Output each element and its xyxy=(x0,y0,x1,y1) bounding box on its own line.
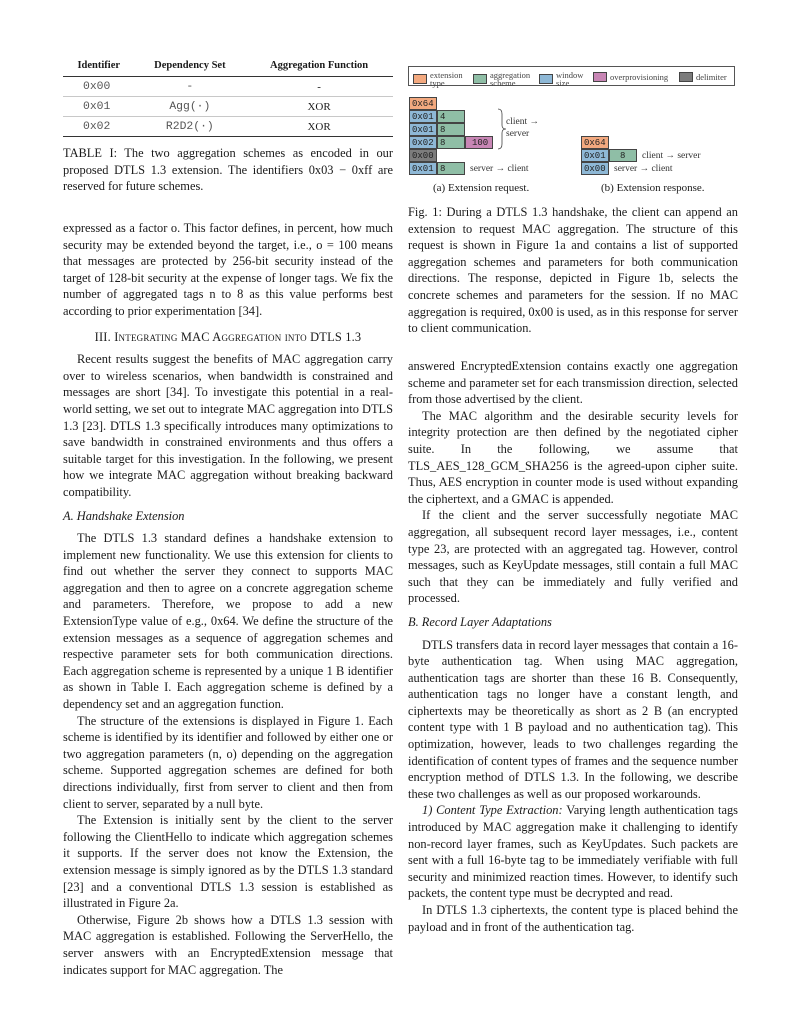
paragraph: The MAC algorithm and the desirable security levels for integrity protection are then defined by the negotiated cipher suite. In the following, we assume that TLS_AES_128_GCM_SHA256 is the agreed-upon cipher suite. Thus, AES encryption in counter mode is used without expanding the ciphertext, and a GMAC is appended. xyxy=(408,408,738,506)
cell-scheme-id: 0x01 xyxy=(409,162,437,175)
table-header: Aggregation Function xyxy=(245,58,393,77)
paragraph: DTLS transfers data in record layer messages that contain a 16-byte authentication tag. When using MAC aggregation, authentication tags are shorter than these 16 B. Consequently, authentication tags no longer have a constant length, and ciphertexts may be theoretically as short as 2 B (an encrypted content type with 1 B payload and no authentication tag). This optimization, however, leads to two challenges regarding the identification of content types of frames and the sequence number encryption method of DTLS 1.3. In the following, we describe these two challenges as well as our proposed workarounds. xyxy=(408,637,738,801)
label-client-to-server: server xyxy=(506,129,530,139)
cell-overprovisioning: 100 xyxy=(465,136,493,149)
table-cell: R2D2(·) xyxy=(135,117,246,137)
cell-param: 8 xyxy=(437,162,465,175)
aggregation-schemes-table xyxy=(63,58,393,137)
table-row xyxy=(63,97,393,117)
paragraph: Recent results suggest the benefits of MAC aggregation carry over to wireless scenarios, when bandwidth is constrained and messages are short [34]. To investigate this potential in a real-world setting, we set out to integrate MAC aggregation into DTLS 1.3 [23]. DTLS 1.3 specifically introduces many optimizations to save bandwidth in constrained environments and thus offers a suitable target for this investigation. In the following, we present how we integrate MAC aggregation without breaking backward compatibility. xyxy=(63,352,394,499)
table-row xyxy=(63,117,393,137)
legend-item-extension-type: extension type xyxy=(413,71,463,87)
table-cell: 0x02 xyxy=(63,117,135,137)
left-column xyxy=(63,220,393,978)
table-header: Identifier xyxy=(63,58,135,77)
table-cell: 0x00 xyxy=(63,77,135,97)
figure-legend xyxy=(408,66,735,86)
legend-item-aggregation-scheme: aggregation scheme xyxy=(473,71,530,87)
table-cell: 0x01 xyxy=(63,97,135,117)
cell-extension-type: 0x64 xyxy=(581,136,609,149)
cell-extension-type: 0x64 xyxy=(409,97,437,110)
cell-param: 8 xyxy=(437,136,465,149)
legend-item-window-size: window size xyxy=(539,71,583,87)
cell-param: 4 xyxy=(437,110,465,123)
subsection-heading: A. Handshake Extension xyxy=(63,508,185,523)
label-client-to-server: client → xyxy=(506,117,539,127)
paragraph: The Extension is initially sent by the client to the server following the ClientHello to indicate which aggregation schemes it supports. If the server does not know the Extension, the extension message is simply ignored as by the DTLS 1.3 standard [23] and a conventional DTLS 1.3 session is established as illustrated in Figure 2a. xyxy=(63,813,393,911)
table-row xyxy=(63,77,393,97)
label-client-to-server: client → server xyxy=(642,151,701,161)
label-server-to-client: server → client xyxy=(614,164,673,174)
subsubsection-heading: 1) Content Type Extraction: xyxy=(422,803,563,818)
paragraph: expressed as a factor o. This factor defines, in percent, how much security may be extended beyond the target, i.e., o = 100 means that messages are protected by 256-bit security instead of the target of 128-bit security at the expense of longer tags. We fix the number of aggregated tags n to 8 as this value performs best according to prior experimentation [34]. xyxy=(63,221,393,318)
right-column xyxy=(408,358,738,935)
cell-scheme-id: 0x02 xyxy=(409,136,437,149)
table-caption: TABLE I: The two aggregation schemes as encoded in our proposed DTLS 1.3 extension. The identifiers 0x03 − 0xff are reserved for future schemes. xyxy=(63,146,393,194)
legend-item-overprovisioning: overprovisioning xyxy=(593,72,668,82)
table-cell: Agg(·) xyxy=(135,97,246,117)
cell-delimiter: 0x00 xyxy=(409,149,437,162)
label-server-to-client: server → client xyxy=(470,164,529,174)
section-heading: III. Integrating MAC Aggregation into DTLS 1.3 xyxy=(94,329,362,344)
cell-scheme-id: 0x01 xyxy=(409,110,437,123)
figure-caption: Fig. 1: During a DTLS 1.3 handshake, the client can append an extension to request MAC aggregation. The structure of this request is shown in Figure 1a and contains a list of supported aggregation schemes and parameters for both communication directions. The response, depicted in Figure 1b, selects the concrete schemes and parameters for the session. If no MAC aggregation is required, 0x00 is used, as in this response for server to client communication. xyxy=(408,205,738,336)
cell-delimiter: 0x00 xyxy=(581,162,609,175)
subfigure-caption-b: (b) Extension response. xyxy=(601,182,705,194)
table-cell: XOR xyxy=(245,117,393,137)
paragraph: answered EncryptedExtension contains exactly one aggregation scheme and parameter set for each transmission direction, selected from those advertised by the client. xyxy=(408,359,738,407)
paragraph: Otherwise, Figure 2b shows how a DTLS 1.3 session with MAC aggregation is established. Following the ServerHello, the server answers with an EncryptedExtension message that indicates support for MAC aggregation. The xyxy=(63,912,393,977)
table-cell: XOR xyxy=(245,97,393,117)
paragraph: 1) Content Type Extraction: Varying length authentication tags introduced by MAC aggregation make it challenging to identify non-record layer frames, such as KeyUpdates. Such packets are sent with a full 16-byte tag to be immediately verifiable with full security and minimized reaction times. However, to identify such packets, the content type must be decrypted and read. xyxy=(408,803,738,901)
cell-param: 8 xyxy=(437,123,465,136)
table-cell: - xyxy=(135,77,246,97)
cell-scheme-id: 0x01 xyxy=(581,149,609,162)
subsection-heading: B. Record Layer Adaptations xyxy=(408,614,552,629)
paragraph: The DTLS 1.3 standard defines a handshake extension to implement new functionality. We use this extension for clients to find out whether the server they connect to supports MAC aggregation and then to agree on a concrete aggregation scheme and parameters. Therefore, we propose to add a new ExtensionType value of e.g., 0x64. We define the structure of the extension messages as a sequence of aggregation schemes and respective parameter sets for both communication directions. Each aggregation scheme is represented by a unique 1 B identifier as shown in Table I. Each aggregation scheme is defined by a dependency set and an aggregation function. xyxy=(63,531,393,712)
table-cell: - xyxy=(245,77,393,97)
paragraph: If the client and the server successfully negotiate MAC aggregation, all subsequent record layer messages, i.e., content type 23, are protected with an aggregated tag. However, control messages, such as KeyUpdate messages, still contain a full MAC such that they can be immediately and fully verified and processed. xyxy=(408,508,738,606)
legend-item-delimiter: delimiter xyxy=(679,72,727,82)
paragraph: The structure of the extensions is displayed in Figure 1. Each scheme is identified by its identifier and followed by either one or two aggregation parameters (n, o) depending on the aggregation scheme. Supported aggregation schemes are defined for both directions individually, first from server to client and then from client to server, separated by a null byte. xyxy=(63,713,393,811)
table-header: Dependency Set xyxy=(135,58,246,77)
subfigure-caption-a: (a) Extension request. xyxy=(433,182,530,194)
paragraph: In DTLS 1.3 ciphertexts, the content type is placed behind the payload and in front of the authentication tag. xyxy=(408,903,738,934)
cell-param: 8 xyxy=(609,149,637,162)
cell-scheme-id: 0x01 xyxy=(409,123,437,136)
